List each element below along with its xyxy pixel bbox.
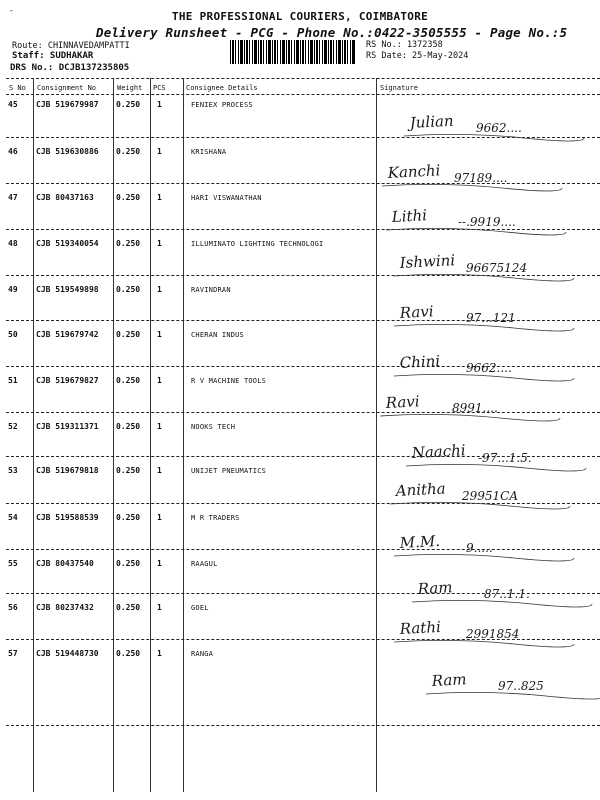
row-sno: 55 [8, 559, 18, 568]
signature-name: Ishwini [399, 251, 456, 272]
row-rule [6, 549, 600, 550]
row-consignment-no: CJB 519679818 [36, 466, 99, 475]
signature-phone: 29951CA [462, 489, 519, 503]
row-consignee: HARI VISWANATHAN [191, 194, 262, 202]
row-consignment-no: CJB 80437163 [36, 193, 94, 202]
row-sno: 57 [8, 649, 18, 658]
signature-stroke [394, 374, 574, 381]
row-rule [6, 320, 600, 321]
barcode-image [230, 40, 356, 64]
signature-stroke [412, 600, 592, 607]
row-pcs: 1 [157, 376, 162, 385]
row-weight: 0.250 [116, 649, 141, 658]
col-header-consignment: Consignment No [37, 84, 97, 92]
row-pcs: 1 [157, 239, 162, 248]
row-rule [6, 639, 600, 640]
runsheet-title: Delivery Runsheet - PCG - Phone No.:0422-3505555 - Page No.:5 [96, 25, 568, 40]
row-weight: 0.250 [116, 559, 141, 568]
signature-name: Naachi [411, 441, 467, 462]
row-rule [6, 137, 600, 138]
signature-stroke [380, 414, 560, 421]
row-weight: 0.250 [116, 513, 141, 522]
row-sno: 48 [8, 239, 18, 248]
row-rule [6, 503, 600, 504]
header-bottom-rule [6, 94, 600, 95]
signature-phone: 97...121 [466, 311, 516, 325]
row-rule [6, 456, 600, 457]
row-rule [6, 229, 600, 230]
row-pcs: 1 [157, 466, 162, 475]
row-consignee: RAVINDRAN [191, 286, 231, 294]
col-divider [113, 78, 114, 792]
signature-name: Kanchi [387, 161, 441, 182]
route-label: Route: CHINNAVEDAMPATTI [12, 41, 130, 51]
row-sno: 54 [8, 513, 18, 522]
row-pcs: 1 [157, 147, 162, 156]
signature-phone: 97189.... [454, 171, 508, 185]
row-rule [6, 275, 600, 276]
row-weight: 0.250 [116, 239, 141, 248]
row-sno: 46 [8, 147, 18, 156]
signature-name: Ram [431, 670, 467, 690]
row-weight: 0.250 [116, 330, 141, 339]
signature-name: Ravi [385, 392, 421, 412]
staff-label: Staff: SUDHAKAR [12, 51, 94, 61]
signature-name: Chini [399, 351, 441, 372]
signature-phone: 96675124 [466, 261, 528, 275]
row-weight: 0.250 [116, 376, 141, 385]
row-consignee: RANGA [191, 650, 214, 658]
row-consignee: FENIEX PROCESS [191, 101, 253, 109]
row-weight: 0.250 [116, 100, 141, 109]
col-header-consignee: Consignee Details [186, 84, 258, 92]
row-pcs: 1 [157, 285, 162, 294]
signature-stroke [394, 554, 574, 561]
corner-mark: - [9, 6, 14, 15]
signature-name: M.M. [399, 531, 441, 552]
row-pcs: 1 [157, 100, 162, 109]
col-divider [150, 78, 151, 792]
col-divider [376, 78, 377, 792]
signature-phone: 9..... [466, 541, 493, 555]
drs-number: DRS No.: DCJB137235805 [10, 63, 130, 73]
signature-name: Julian [409, 111, 455, 132]
row-rule [6, 725, 600, 726]
row-weight: 0.250 [116, 285, 141, 294]
row-consignment-no: CJB 519448730 [36, 649, 99, 658]
row-rule [6, 593, 600, 594]
signature-stroke [426, 692, 600, 699]
row-weight: 0.250 [116, 193, 141, 202]
row-consignee: CHERAN INDUS [191, 331, 244, 339]
row-sno: 45 [8, 100, 18, 109]
row-consignment-no: CJB 80437540 [36, 559, 94, 568]
signature-name: Ram [417, 578, 453, 598]
row-weight: 0.250 [116, 603, 141, 612]
row-consignment-no: CJB 519679742 [36, 330, 99, 339]
header-top-rule [6, 78, 600, 79]
row-pcs: 1 [157, 513, 162, 522]
row-consignee: UNIJET PNEUMATICS [191, 467, 267, 475]
col-header-weight: Weight [117, 84, 143, 92]
row-weight: 0.250 [116, 147, 141, 156]
row-consignee: GOEL [191, 604, 209, 612]
company-title: THE PROFESSIONAL COURIERS, COIMBATORE [171, 10, 429, 23]
col-header-signature: Signature [380, 84, 418, 92]
row-consignee: R V MACHINE TOOLS [191, 377, 267, 385]
col-header-pcs: PCS [153, 84, 166, 92]
signature-phone: 97..825 [498, 679, 544, 693]
row-consignment-no: CJB 519311371 [36, 422, 99, 431]
signature-name: Anitha [395, 479, 447, 500]
row-pcs: 1 [157, 603, 162, 612]
signature-phone: 2991854 [466, 627, 520, 641]
row-sno: 47 [8, 193, 18, 202]
row-sno: 53 [8, 466, 18, 475]
row-consignment-no: CJB 519549898 [36, 285, 99, 294]
rs-date: RS Date: 25-May-2024 [366, 51, 469, 61]
signature-name: Lithi [391, 206, 428, 226]
row-rule [6, 366, 600, 367]
row-sno: 56 [8, 603, 18, 612]
row-consignment-no: CJB 519679987 [36, 100, 99, 109]
signature-stroke [394, 640, 574, 647]
row-consignment-no: CJB 519588539 [36, 513, 99, 522]
row-pcs: 1 [157, 559, 162, 568]
row-consignment-no: CJB 519679827 [36, 376, 99, 385]
row-pcs: 1 [157, 330, 162, 339]
row-weight: 0.250 [116, 466, 141, 475]
row-sno: 49 [8, 285, 18, 294]
signature-phone: -97...1.5. [478, 451, 532, 465]
signature-phone: 87..1.1. [484, 587, 530, 601]
row-consignee: RAAGUL [191, 560, 218, 568]
signature-stroke [394, 324, 574, 331]
signature-name: Ravi [399, 302, 435, 322]
row-sno: 50 [8, 330, 18, 339]
row-consignee: ILLUMINATO LIGHTING TECHNOLOGI [191, 240, 324, 248]
col-header-sno: S No [9, 84, 26, 92]
signature-name: Rathi [399, 617, 442, 638]
signature-stroke [406, 464, 586, 471]
row-consignment-no: CJB 519340054 [36, 239, 99, 248]
row-rule [6, 183, 600, 184]
col-divider [183, 78, 184, 792]
signature-phone: --.9919.... [458, 215, 516, 229]
row-pcs: 1 [157, 193, 162, 202]
row-consignee: NOOKS TECH [191, 423, 236, 431]
row-consignee: KRISHANA [191, 148, 227, 156]
row-pcs: 1 [157, 649, 162, 658]
row-consignee: M R TRADERS [191, 514, 240, 522]
col-divider [33, 78, 34, 792]
row-consignment-no: CJB 80237432 [36, 603, 94, 612]
row-consignment-no: CJB 519630886 [36, 147, 99, 156]
row-sno: 51 [8, 376, 18, 385]
signature-stroke [382, 184, 562, 191]
rs-number: RS No.: 1372358 [366, 40, 443, 50]
row-pcs: 1 [157, 422, 162, 431]
signature-phone: 9662.... [476, 121, 522, 135]
signature-phone: 8991.... [452, 401, 498, 415]
signature-phone: 9662.... [466, 361, 512, 375]
row-rule [6, 412, 600, 413]
row-weight: 0.250 [116, 422, 141, 431]
row-sno: 52 [8, 422, 18, 431]
